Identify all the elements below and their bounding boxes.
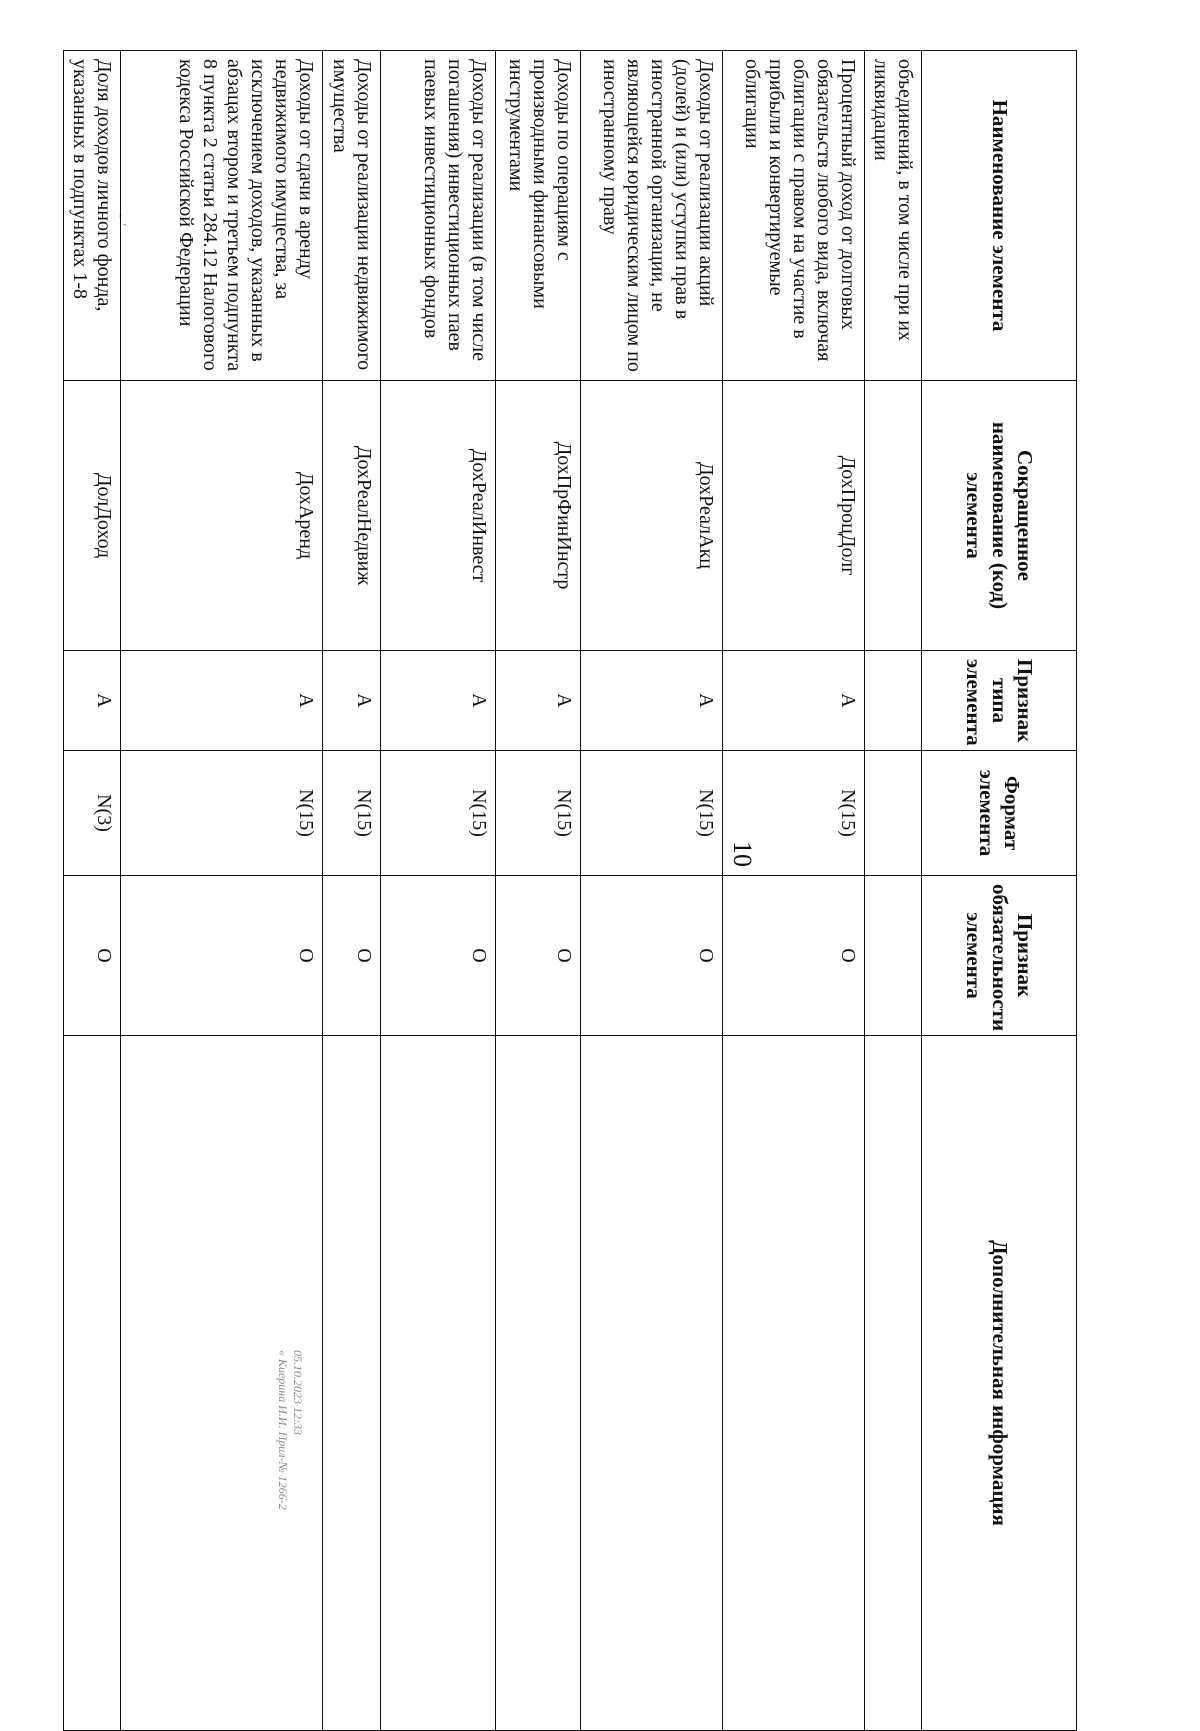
header-name: Наименование элемента <box>922 51 1077 381</box>
cell-type: А <box>381 651 496 751</box>
cell-name: Доходы от реализации недвижимого имущества <box>323 51 381 381</box>
table-row <box>496 51 581 1731</box>
cell-type: А <box>64 651 121 751</box>
cell-format: N(15) <box>323 751 381 876</box>
cell-type: А <box>581 651 723 751</box>
table-row <box>64 51 121 1731</box>
cell-name: Доходы по операциям с производными финансовыми инструментами <box>496 51 581 381</box>
table-row <box>581 51 723 1731</box>
cell-type: А <box>496 651 581 751</box>
stamp-line-1: 05.10.2023 12:33 <box>291 1350 305 1435</box>
cell-name: Доходы от сдачи в аренду недвижимого имущества, за исключением доходов, указанных в абзацах втором и третьем подпункта 8 пункта 2 статьи 284.12 Налогового кодекса Российской Федерации <box>121 51 323 381</box>
cell-required: О <box>581 876 723 1036</box>
cell-type <box>865 651 922 751</box>
cell-code: ДохАренд <box>121 381 323 651</box>
cell-info <box>581 1036 723 1731</box>
cell-info <box>381 1036 496 1731</box>
cell-format: N(15) <box>121 751 323 876</box>
cell-code: ДохПроцДолг <box>723 381 865 651</box>
header-format: Формат элемента <box>922 751 1077 876</box>
cell-required: О <box>323 876 381 1036</box>
cell-type: А <box>121 651 323 751</box>
cell-required: О <box>381 876 496 1036</box>
cell-format: N(15) <box>381 751 496 876</box>
header-required: Признак обязательности элемента <box>922 876 1077 1036</box>
header-info: Дополнительная информация <box>922 1036 1077 1731</box>
cell-info <box>723 1036 865 1731</box>
cell-type: А <box>323 651 381 751</box>
cell-name: Доходы от реализации акций (долей) и (или) уступки прав в иностранной организации, не являющейся юридическим лицом по иностранному праву <box>581 51 723 381</box>
table-row <box>381 51 496 1731</box>
cell-format: N(15) <box>723 751 865 876</box>
cell-info <box>496 1036 581 1731</box>
table-row <box>323 51 381 1731</box>
cell-name: объединений, в том числе при их ликвидации <box>865 51 922 381</box>
cell-format <box>865 751 922 876</box>
cell-required: О <box>723 876 865 1036</box>
cell-format: N(15) <box>581 751 723 876</box>
cell-required: О <box>64 876 121 1036</box>
cell-code: ДохРеалИнвест <box>381 381 496 651</box>
cell-info <box>64 1036 121 1731</box>
cell-required <box>865 876 922 1036</box>
cell-code: ДохРеалАкц <box>581 381 723 651</box>
stamp-line-2: « Киерина И.И. Прил-№ 1266-2 <box>276 1350 290 1510</box>
header-code: Сокращенное наименование (код) элемента <box>922 381 1077 651</box>
page-number: 10 <box>728 841 757 867</box>
cell-name: Доходы от реализации (в том числе погашения) инвестиционных паев паевых инвестиционных фондов <box>381 51 496 381</box>
cell-required: О <box>121 876 323 1036</box>
table-row <box>723 51 865 1731</box>
header-type: Признак типа элемента <box>922 651 1077 751</box>
cell-info <box>865 1036 922 1731</box>
cell-format: N(3) <box>64 751 121 876</box>
cell-type: А <box>723 651 865 751</box>
cell-code: ДолДоход <box>64 381 121 651</box>
cell-info <box>323 1036 381 1731</box>
scan-mark: ʼˎ <box>118 212 128 227</box>
signature-stamp <box>275 1350 305 1510</box>
table-header-row <box>922 51 1077 1731</box>
cell-required: О <box>496 876 581 1036</box>
cell-name: Доля доходов личного фонда, указанных в подпунктах 1-8 <box>64 51 121 381</box>
cell-code <box>865 381 922 651</box>
cell-name: Процентный доход от долговых обязательств любого вида, включая облигации с правом на участие в прибыли и конвертируемые облигации <box>723 51 865 381</box>
table-row <box>865 51 922 1731</box>
elements-table <box>63 50 1077 1731</box>
cell-code: ДохРеалНедвиж <box>323 381 381 651</box>
cell-code: ДохПрФинИнстр <box>496 381 581 651</box>
cell-format: N(15) <box>496 751 581 876</box>
